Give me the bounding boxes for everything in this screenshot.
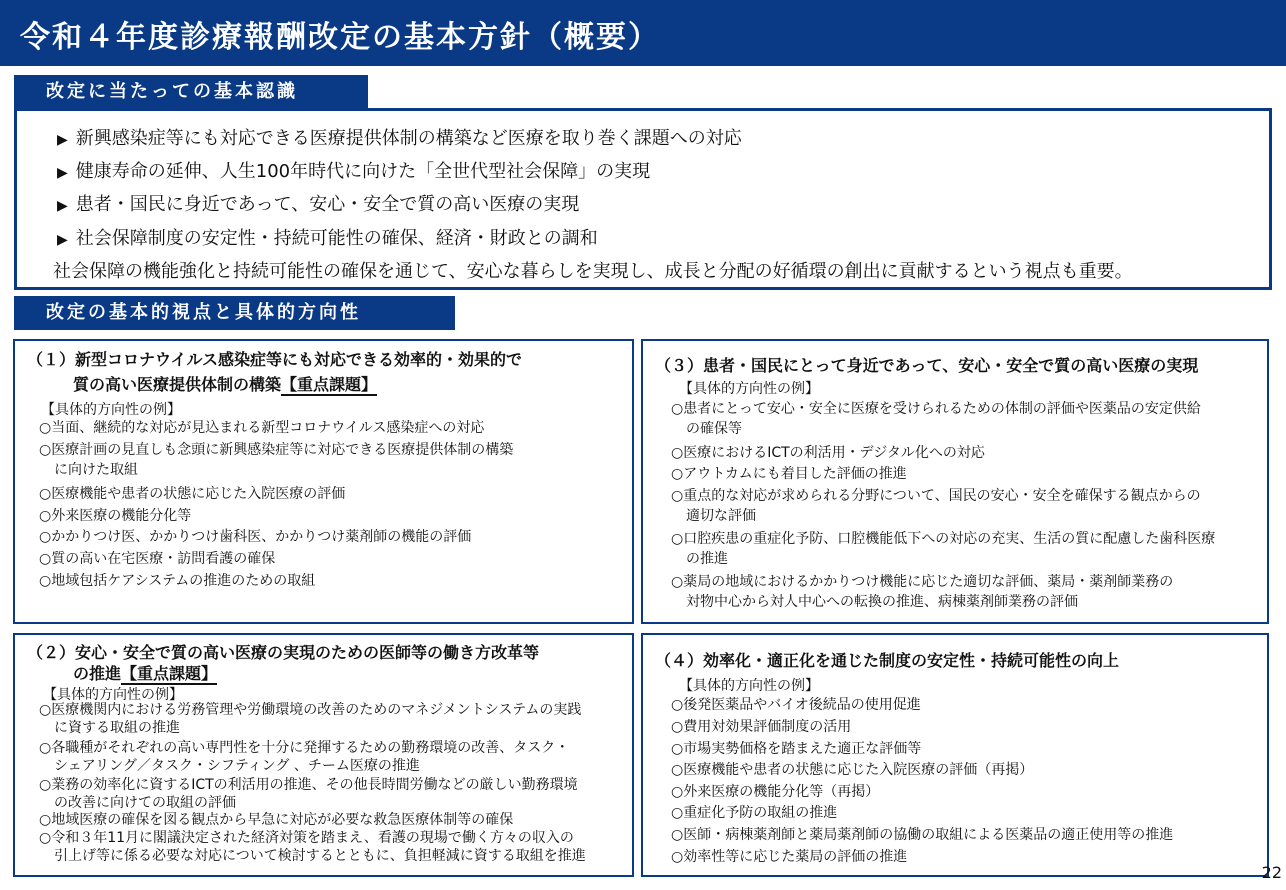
list-item: ○市場実勢価格を踏まえた適正な評価等 [671, 741, 922, 757]
direction-subheading: 【具体的方向性の例】 [43, 687, 183, 703]
direction-subheading: 【具体的方向性の例】 [679, 381, 819, 397]
triangle-right-icon: ▶ [57, 198, 68, 214]
list-item: ○医療におけるICTの利活用・デジタル化への対応 [671, 445, 985, 461]
list-item: ○効率性等に応じた薬局の評価の推進 [671, 849, 908, 865]
triangle-right-icon: ▶ [57, 232, 68, 248]
panel-3 [641, 339, 1269, 624]
list-item: ○重症化予防の取組の推進 [671, 805, 838, 821]
panel-heading: （１）新型コロナウイルス感染症等にも対応できる効率的・効果的で [27, 350, 523, 369]
page-title: 令和４年度診療報酬改定の基本方針（概要） [20, 20, 660, 55]
panel-heading-2: の推進【重点課題】 [73, 664, 218, 683]
list-item: ○医療機能や患者の状態に応じた入院医療の評価 [39, 486, 346, 502]
recognition-bullet: ▶ 健康寿命の延伸、人生100年時代に向けた「全世代型社会保障」の実現 [57, 161, 651, 182]
list-item: ○口腔疾患の重症化予防、口腔機能低下への対応の充実、生活の質に配慮した歯科医療 の推進 [671, 531, 1216, 567]
priority-tag: 【重点課題】 [121, 664, 218, 683]
list-item: ○業務の効率化に資するICTの利活用の推進、その他長時間労働などの厳しい勤務環境 の改善に向けての取組の評価 [39, 777, 578, 811]
panel-heading: （４）効率化・適正化を通じた制度の安定性・持続可能性の向上 [655, 651, 1120, 670]
list-item: ○医師・病棟薬剤師と薬局薬剤師の協働の取組による医薬品の適正使用等の推進 [671, 827, 1174, 843]
list-item: ○地域医療の確保を図る観点から早急に対応が必要な救急医療体制等の確保 [39, 812, 514, 828]
list-item: ○患者にとって安心・安全に医療を受けられるための体制の評価や医薬品の安定供給 の確保等 [671, 401, 1201, 437]
recognition-bullet: ▶ 患者・国民に身近であって、安心・安全で質の高い医療の実現 [57, 194, 580, 215]
recognition-bullet: ▶ 社会保障制度の安定性・持続可能性の確保、経済・財政との調和 [57, 228, 598, 249]
recognition-box [14, 108, 1272, 290]
list-item: ○費用対効果評価制度の活用 [671, 719, 852, 735]
list-item: ○令和３年11月に閣議決定された経済対策を踏まえ、看護の現場で働く方々の収入の 引上げ等に係る必要な対応について検討するとともに、負担軽減に資する取組を推進 [39, 830, 586, 864]
section-label-viewpoints: 改定の基本的視点と具体的方向性 [14, 296, 455, 330]
recognition-bullet: ▶ 新興感染症等にも対応できる医療提供体制の構築など医療を取り巻く課題への対応 [57, 128, 742, 149]
section-label-recognition: 改定に当たっての基本認識 [14, 75, 368, 109]
title-bar [0, 0, 1286, 66]
list-item: ○質の高い在宅医療・訪問看護の確保 [39, 551, 276, 567]
list-item: ○外来医療の機能分化等 [39, 508, 192, 524]
panel-1 [13, 339, 634, 624]
list-item: ○医療計画の見直しも念頭に新興感染症等に対応できる医療提供体制の構築 に向けた取組 [39, 442, 514, 478]
list-item: ○当面、継続的な対応が見込まれる新型コロナウイルス感染症への対応 [39, 420, 485, 436]
list-item: ○かかりつけ医、かかりつけ歯科医、かかりつけ薬剤師の機能の評価 [39, 529, 472, 545]
panel-heading: （３）患者・国民にとって身近であって、安心・安全で質の高い医療の実現 [655, 356, 1199, 375]
panel-heading-2: 質の高い医療提供体制の構築【重点課題】 [73, 375, 378, 394]
list-item: ○薬局の地域におけるかかりつけ機能に応じた適切な評価、薬局・薬剤師業務の 対物中心から対人中心への転換の推進、病棟薬剤師業務の評価 [671, 574, 1174, 610]
list-item: ○地域包括ケアシステムの推進のための取組 [39, 573, 316, 589]
direction-subheading: 【具体的方向性の例】 [679, 678, 819, 694]
recognition-summary: 社会保障の機能強化と持続可能性の確保を通じて、安心な暮らしを実現し、成長と分配の好循環の創出に貢献するという視点も重要。 [53, 261, 1133, 282]
triangle-right-icon: ▶ [57, 132, 68, 148]
triangle-right-icon: ▶ [57, 165, 68, 181]
priority-tag: 【重点課題】 [281, 375, 378, 394]
page-number: 22 [1261, 863, 1282, 882]
list-item: ○外来医療の機能分化等（再掲） [671, 784, 880, 800]
list-item: ○医療機関内における労務管理や労働環境の改善のためのマネジメントシステムの実践 に資する取組の推進 [39, 702, 582, 736]
list-item: ○医療機能や患者の状態に応じた入院医療の評価（再掲） [671, 762, 1034, 778]
list-item: ○アウトカムにも着目した評価の推進 [671, 466, 907, 482]
panel-4 [641, 633, 1269, 877]
list-item: ○重点的な対応が求められる分野について、国民の安心・安全を確保する観点からの 適切な評価 [671, 488, 1201, 524]
panel-2 [13, 633, 634, 877]
panel-heading: （２）安心・安全で質の高い医療の実現のための医師等の働き方改革等 [27, 643, 540, 662]
direction-subheading: 【具体的方向性の例】 [41, 402, 181, 418]
list-item: ○後発医薬品やバイオ後続品の使用促進 [671, 697, 921, 713]
list-item: ○各職種がそれぞれの高い専門性を十分に発揮するための勤務環境の改善、タスク・ シェアリング／タスク・シフティング 、チーム医療の推進 [39, 740, 570, 774]
